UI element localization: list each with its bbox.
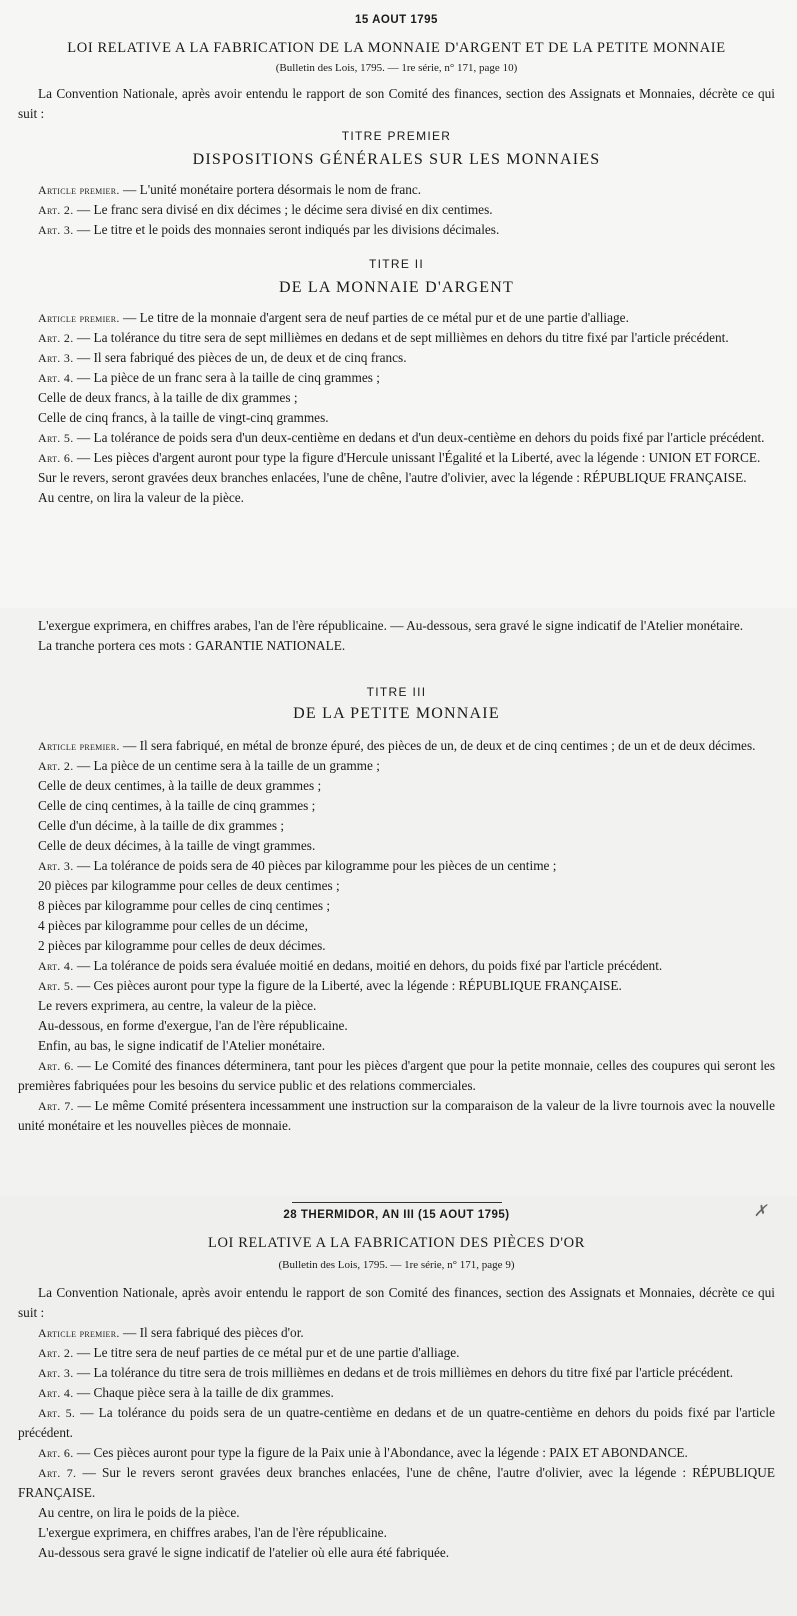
titre-label: TITRE PREMIER (341, 129, 452, 143)
article-lead: Art. 5. (38, 979, 74, 993)
article (18, 1363, 775, 1383)
article-line: Enfin, au bas, le signe indicatif de l'Atelier monétaire. (38, 1038, 326, 1053)
article (18, 976, 775, 996)
article-lead: Art. 3. (38, 223, 74, 237)
article-lead: Art. 6. (38, 1446, 74, 1460)
article-text: — Chaque pièce sera à la taille de dix grammes. (73, 1385, 334, 1400)
article-line: Celle de deux centimes, à la taille de deux grammes ; (38, 778, 322, 793)
paragraph: Au centre, on lira le poids de la pièce. (38, 1505, 240, 1520)
law-date: 28 THERMIDOR, AN III (15 AOUT 1795) (283, 1209, 510, 1221)
article-text: — Ces pièces auront pour type la figure de la Liberté, avec la légende : RÉPUBLIQUE FRANÇAISE. (73, 978, 622, 993)
section-heading: DE LA MONNAIE D'ARGENT (278, 279, 515, 296)
article-line: 2 pièces par kilogramme pour celles de deux décimes. (38, 938, 326, 953)
article-text: — Ces pièces auront pour type la figure de la Paix unie à l'Abondance, avec la légende : PAIX ET ABONDANCE. (73, 1445, 688, 1460)
article (18, 1343, 775, 1363)
article-lead: Art. 5. (38, 431, 74, 445)
article (18, 1096, 775, 1136)
article (18, 736, 775, 756)
titre-label: TITRE II (368, 257, 425, 271)
article (18, 428, 775, 448)
article-text: — Le Comité des finances déterminera, tant pour les pièces d'argent que pour la petite monnaie, celles des coupures qui seront les premières fabriquées pour les besoins du service public et des relations commerciales. (18, 1058, 775, 1093)
paragraph: L'exergue exprimera, en chiffres arabes, l'an de l'ère républicaine. — Au-dessous, sera gravé le signe indicatif de l'Atelier monétaire. (38, 618, 744, 633)
article-line: Celle de deux décimes, à la taille de vingt grammes. (38, 838, 316, 853)
article (18, 1443, 775, 1463)
article-lead: Article premier. (38, 739, 120, 753)
article-lead: Art. 2. (38, 331, 74, 345)
article-lead: Art. 2. (38, 759, 74, 773)
article-line: 8 pièces par kilogramme pour celles de cinq centimes ; (38, 898, 331, 913)
section-heading: DE LA PETITE MONNAIE (293, 705, 500, 722)
paragraph: L'exergue exprimera, en chiffres arabes, l'an de l'ère républicaine. (38, 1525, 387, 1540)
article (18, 328, 775, 348)
article-lead: Art. 3. (38, 1366, 74, 1380)
article-text: — Le titre sera de neuf parties de ce métal pur et de une partie d'alliage. (73, 1345, 460, 1360)
article-line: Celle d'un décime, à la taille de dix grammes ; (38, 818, 285, 833)
article-line: Celle de deux francs, à la taille de dix grammes ; (38, 390, 298, 405)
article-line: Au-dessous, en forme d'exergue, l'an de l'ère républicaine. (38, 1018, 348, 1033)
paragraph: La tranche portera ces mots : GARANTIE NATIONALE. (38, 638, 346, 653)
law-date: 15 AOUT 1795 (355, 14, 438, 26)
paragraph: Sur le revers, seront gravées deux branches enlacées, l'une de chêne, l'autre d'olivier, avec la légende : RÉPUBLIQUE FRANÇAISE. (38, 470, 747, 485)
law-title: LOI RELATIVE A LA FABRICATION DE LA MONNAIE D'ARGENT ET DE LA PETITE MONNAIE (67, 40, 726, 56)
article-line: Celle de cinq centimes, à la taille de cinq grammes ; (38, 798, 316, 813)
preamble: La Convention Nationale, après avoir entendu le rapport de son Comité des finances, section des Assignats et Monnaies, décrète ce qui suit : (18, 1285, 775, 1320)
article-text: — Il sera fabriqué des pièces d'or. (119, 1325, 304, 1340)
article-text: — La tolérance de poids sera d'un deux-centième en dedans et d'un deux-centième en dehors du poids fixé par l'article précédent. (73, 430, 765, 445)
article-lead: Art. 4. (38, 959, 74, 973)
article-text: — La pièce de un franc sera à la taille de cinq grammes ; (73, 370, 380, 385)
article-text: — Le franc sera divisé en dix décimes ; le décime sera divisé en dix centimes. (73, 202, 493, 217)
article-lead: Art. 3. (38, 351, 74, 365)
article-lead: Art. 7. (38, 1099, 74, 1113)
article-text: — Le titre et le poids des monnaies seront indiqués par les divisions décimales. (73, 222, 500, 237)
article-text: — La tolérance de poids sera de 40 pièces par kilogramme pour les pièces de un centime ; (73, 858, 557, 873)
article-lead: Article premier. (38, 1326, 120, 1340)
article-text: — Il sera fabriqué, en métal de bronze épuré, des pièces de un, de deux et de cinq centimes ; de un et de deux décimes. (119, 738, 756, 753)
article-lead: Article premier. (38, 311, 120, 325)
article-lead: Art. 4. (38, 1386, 74, 1400)
article-text: — Le titre de la monnaie d'argent sera de neuf parties de ce métal pur et de une partie d'alliage. (119, 310, 629, 325)
article (18, 180, 775, 200)
article-line: 4 pièces par kilogramme pour celles de un décime, (38, 918, 308, 933)
article (18, 448, 775, 468)
titre-label: TITRE III (366, 685, 427, 699)
article (18, 348, 775, 368)
article-lead: Art. 6. (38, 451, 74, 465)
article-lead: Art. 2. (38, 203, 74, 217)
article (18, 220, 775, 240)
article-text: — La tolérance de poids sera évaluée moitié en dedans, moitié en dehors, du poids fixé par l'article précédent. (73, 958, 663, 973)
article (18, 308, 775, 328)
article (18, 756, 775, 776)
law-title: LOI RELATIVE A LA FABRICATION DES PIÈCES D'OR (208, 1235, 585, 1251)
article-text: — L'unité monétaire portera désormais le nom de franc. (119, 182, 422, 197)
article-line: 20 pièces par kilogramme pour celles de deux centimes ; (38, 878, 340, 893)
article (18, 1056, 775, 1096)
article-text: — La pièce de un centime sera à la taille de un gramme ; (73, 758, 380, 773)
article-text: — La tolérance du poids sera de un quatre-centième en dedans et de un quatre-centième en dehors du poids fixé par l'article précédent. (18, 1405, 775, 1440)
paragraph: Au-dessous sera gravé le signe indicatif de l'atelier où elle aura été fabriquée. (38, 1545, 450, 1560)
article-lead: Article premier. (38, 183, 120, 197)
article-lead: Art. 2. (38, 1346, 74, 1360)
article (18, 956, 775, 976)
paragraph: Au centre, on lira la valeur de la pièce. (38, 490, 244, 505)
article-text: — Sur le revers seront gravées deux branches enlacées, l'une de chêne, l'autre d'olivier, avec la légende : RÉPUBLIQUE FRANÇAISE. (18, 1465, 775, 1500)
article (18, 368, 775, 388)
article (18, 856, 775, 876)
article-line: Celle de cinq francs, à la taille de vingt-cinq grammes. (38, 410, 329, 425)
article (18, 200, 775, 220)
margin-mark: ✗ (753, 1203, 767, 1220)
article-text: — La tolérance du titre sera de sept millièmes en dedans et de sept millièmes en dehors du titre fixé par l'article précédent. (73, 330, 729, 345)
article-line: Le revers exprimera, au centre, la valeur de la pièce. (38, 998, 317, 1013)
article-lead: Art. 4. (38, 371, 74, 385)
article-text: — La tolérance du titre sera de trois millièmes en dedans et de trois millièmes en dehors du titre fixé par l'article précédent. (73, 1365, 734, 1380)
law-source: (Bulletin des Lois, 1795. — 1re série, n° 171, page 10) (275, 62, 518, 74)
article (18, 1383, 775, 1403)
article-lead: Art. 7. (38, 1466, 77, 1480)
page-section-1 (0, 0, 797, 608)
article (18, 1403, 775, 1443)
article-text: — Les pièces d'argent auront pour type la figure d'Hercule unissant l'Égalité et la Liberté, avec la légende : UNION ET FORCE. (73, 450, 761, 465)
article-lead: Art. 3. (38, 859, 74, 873)
article (18, 1463, 775, 1503)
preamble: La Convention Nationale, après avoir entendu le rapport de son Comité des finances, section des Assignats et Monnaies, décrète ce qui suit : (18, 86, 775, 121)
page-section-3 (0, 1196, 797, 1616)
article (18, 1323, 775, 1343)
article-text: — Le même Comité présentera incessamment une instruction sur la comparaison de la valeur de la livre tournois avec la nouvelle unité monétaire et les nouvelles pièces de monnaie. (18, 1098, 775, 1133)
article-lead: Art. 6. (38, 1059, 74, 1073)
article-lead: Art. 5. (38, 1406, 76, 1420)
page-section-2 (0, 608, 797, 1196)
law-source: (Bulletin des Lois, 1795. — 1re série, n° 171, page 9) (278, 1259, 515, 1271)
section-heading: DISPOSITIONS GÉNÉRALES SUR LES MONNAIES (192, 151, 601, 168)
article-text: — Il sera fabriqué des pièces de un, de deux et de cinq francs. (73, 350, 407, 365)
